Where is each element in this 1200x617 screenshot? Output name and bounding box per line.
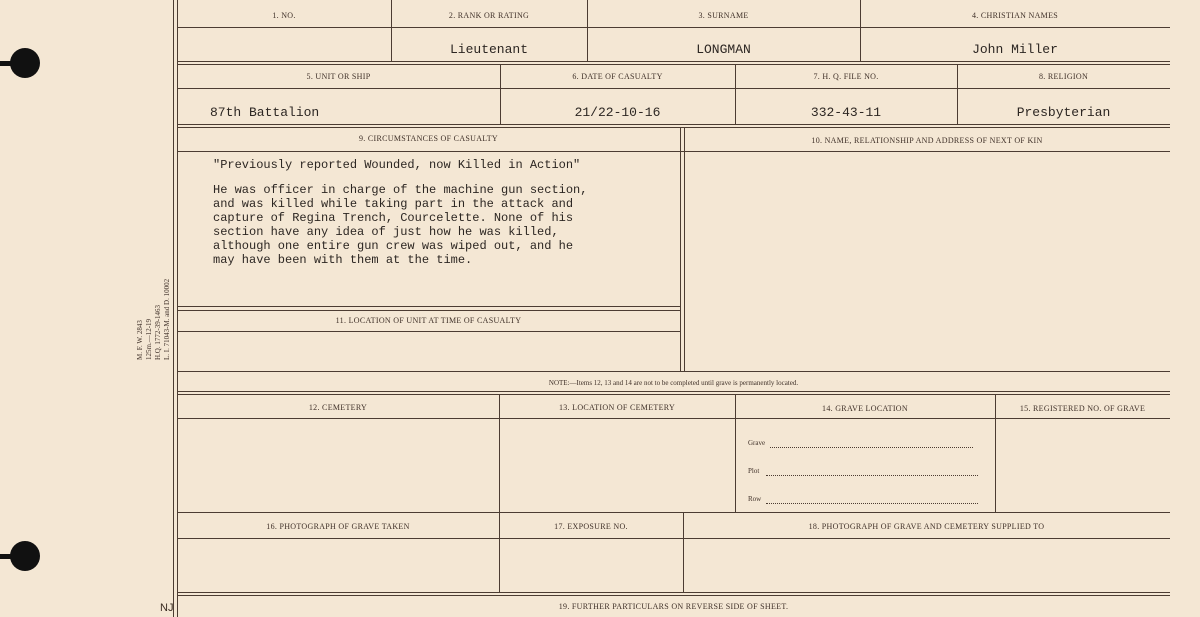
plot-label: Plot [748, 467, 760, 475]
header-unit: 5. UNIT OR SHIP [306, 72, 371, 81]
christian-names-value: John Miller [972, 42, 1058, 57]
header-religion: 8. RELIGION [1038, 72, 1089, 81]
header-cemetery: 12. CEMETERY [308, 403, 368, 412]
grave-label: Grave [748, 439, 766, 447]
header-photograph-taken: 16. PHOTOGRAPH OF GRAVE TAKEN [266, 522, 410, 531]
header-location-of-cemetery: 13. LOCATION OF CEMETERY [558, 403, 676, 412]
punch-hole-top [10, 48, 40, 78]
header-exposure-no: 17. EXPOSURE NO. [554, 522, 628, 531]
date-value: 21/22-10-16 [574, 105, 661, 120]
file-no-value: 332-43-11 [810, 105, 882, 120]
header-registered-no: 15. REGISTERED NO. OF GRAVE [1019, 404, 1146, 413]
side-text-2: 125m.—12-19 [145, 318, 153, 360]
corner-mark: NJ [160, 602, 174, 614]
surname-value: LONGMAN [696, 42, 751, 57]
circumstances-text: He was officer in charge of the machine gun section, and was killed while taking part in the attack and capture of Regina Trench, Courcelette. None of his section have any idea of just how he was killed, although one entire gun crew was wiped out, and he may have been with them at the time. [213, 183, 588, 267]
header-date: 6. DATE OF CASUALTY [572, 72, 663, 81]
rank-value: Lieutenant [449, 42, 528, 57]
header-location-of-unit: 11. LOCATION OF UNIT AT TIME OF CASUALTY [335, 316, 522, 325]
header-photograph-supplied: 18. PHOTOGRAPH OF GRAVE AND CEMETERY SUPPLIED TO [808, 522, 1045, 531]
header-rank: 2. RANK OR RATING [448, 11, 530, 20]
header-christian-names: 4. CHRISTIAN NAMES [971, 11, 1059, 20]
header-circumstances: 9. CIRCUMSTANCES OF CASUALTY [358, 134, 499, 143]
row-label: Row [748, 495, 762, 503]
side-text-4: L. I. 71043-M. and D. 10002 [163, 278, 171, 360]
punch-hole-bottom [10, 541, 40, 571]
religion-value: Presbyterian [1016, 105, 1111, 120]
note-text: NOTE:—Items 12, 13 and 14 are not to be completed until grave is permanently located. [548, 379, 799, 387]
side-text-1: M. F. W. 2843 [136, 320, 144, 360]
header-no: 1. NO. [272, 11, 296, 20]
header-next-of-kin: 10. NAME, RELATIONSHIP AND ADDRESS OF NEXT OF KIN [811, 136, 1043, 145]
header-grave-location: 14. GRAVE LOCATION [822, 404, 908, 413]
header-file-no: 7. H. Q. FILE NO. [813, 72, 879, 81]
circumstances-heading: "Previously reported Wounded, now Killed in Action" [213, 158, 581, 172]
footer-further-particulars: 19. FURTHER PARTICULARS ON REVERSE SIDE OF SHEET. [558, 602, 789, 611]
unit-value: 87th Battalion [210, 105, 320, 120]
side-text-3: H.Q. 1772-39-1463 [154, 304, 162, 360]
header-surname: 3. SURNAME [698, 11, 749, 20]
left-border [173, 0, 174, 617]
